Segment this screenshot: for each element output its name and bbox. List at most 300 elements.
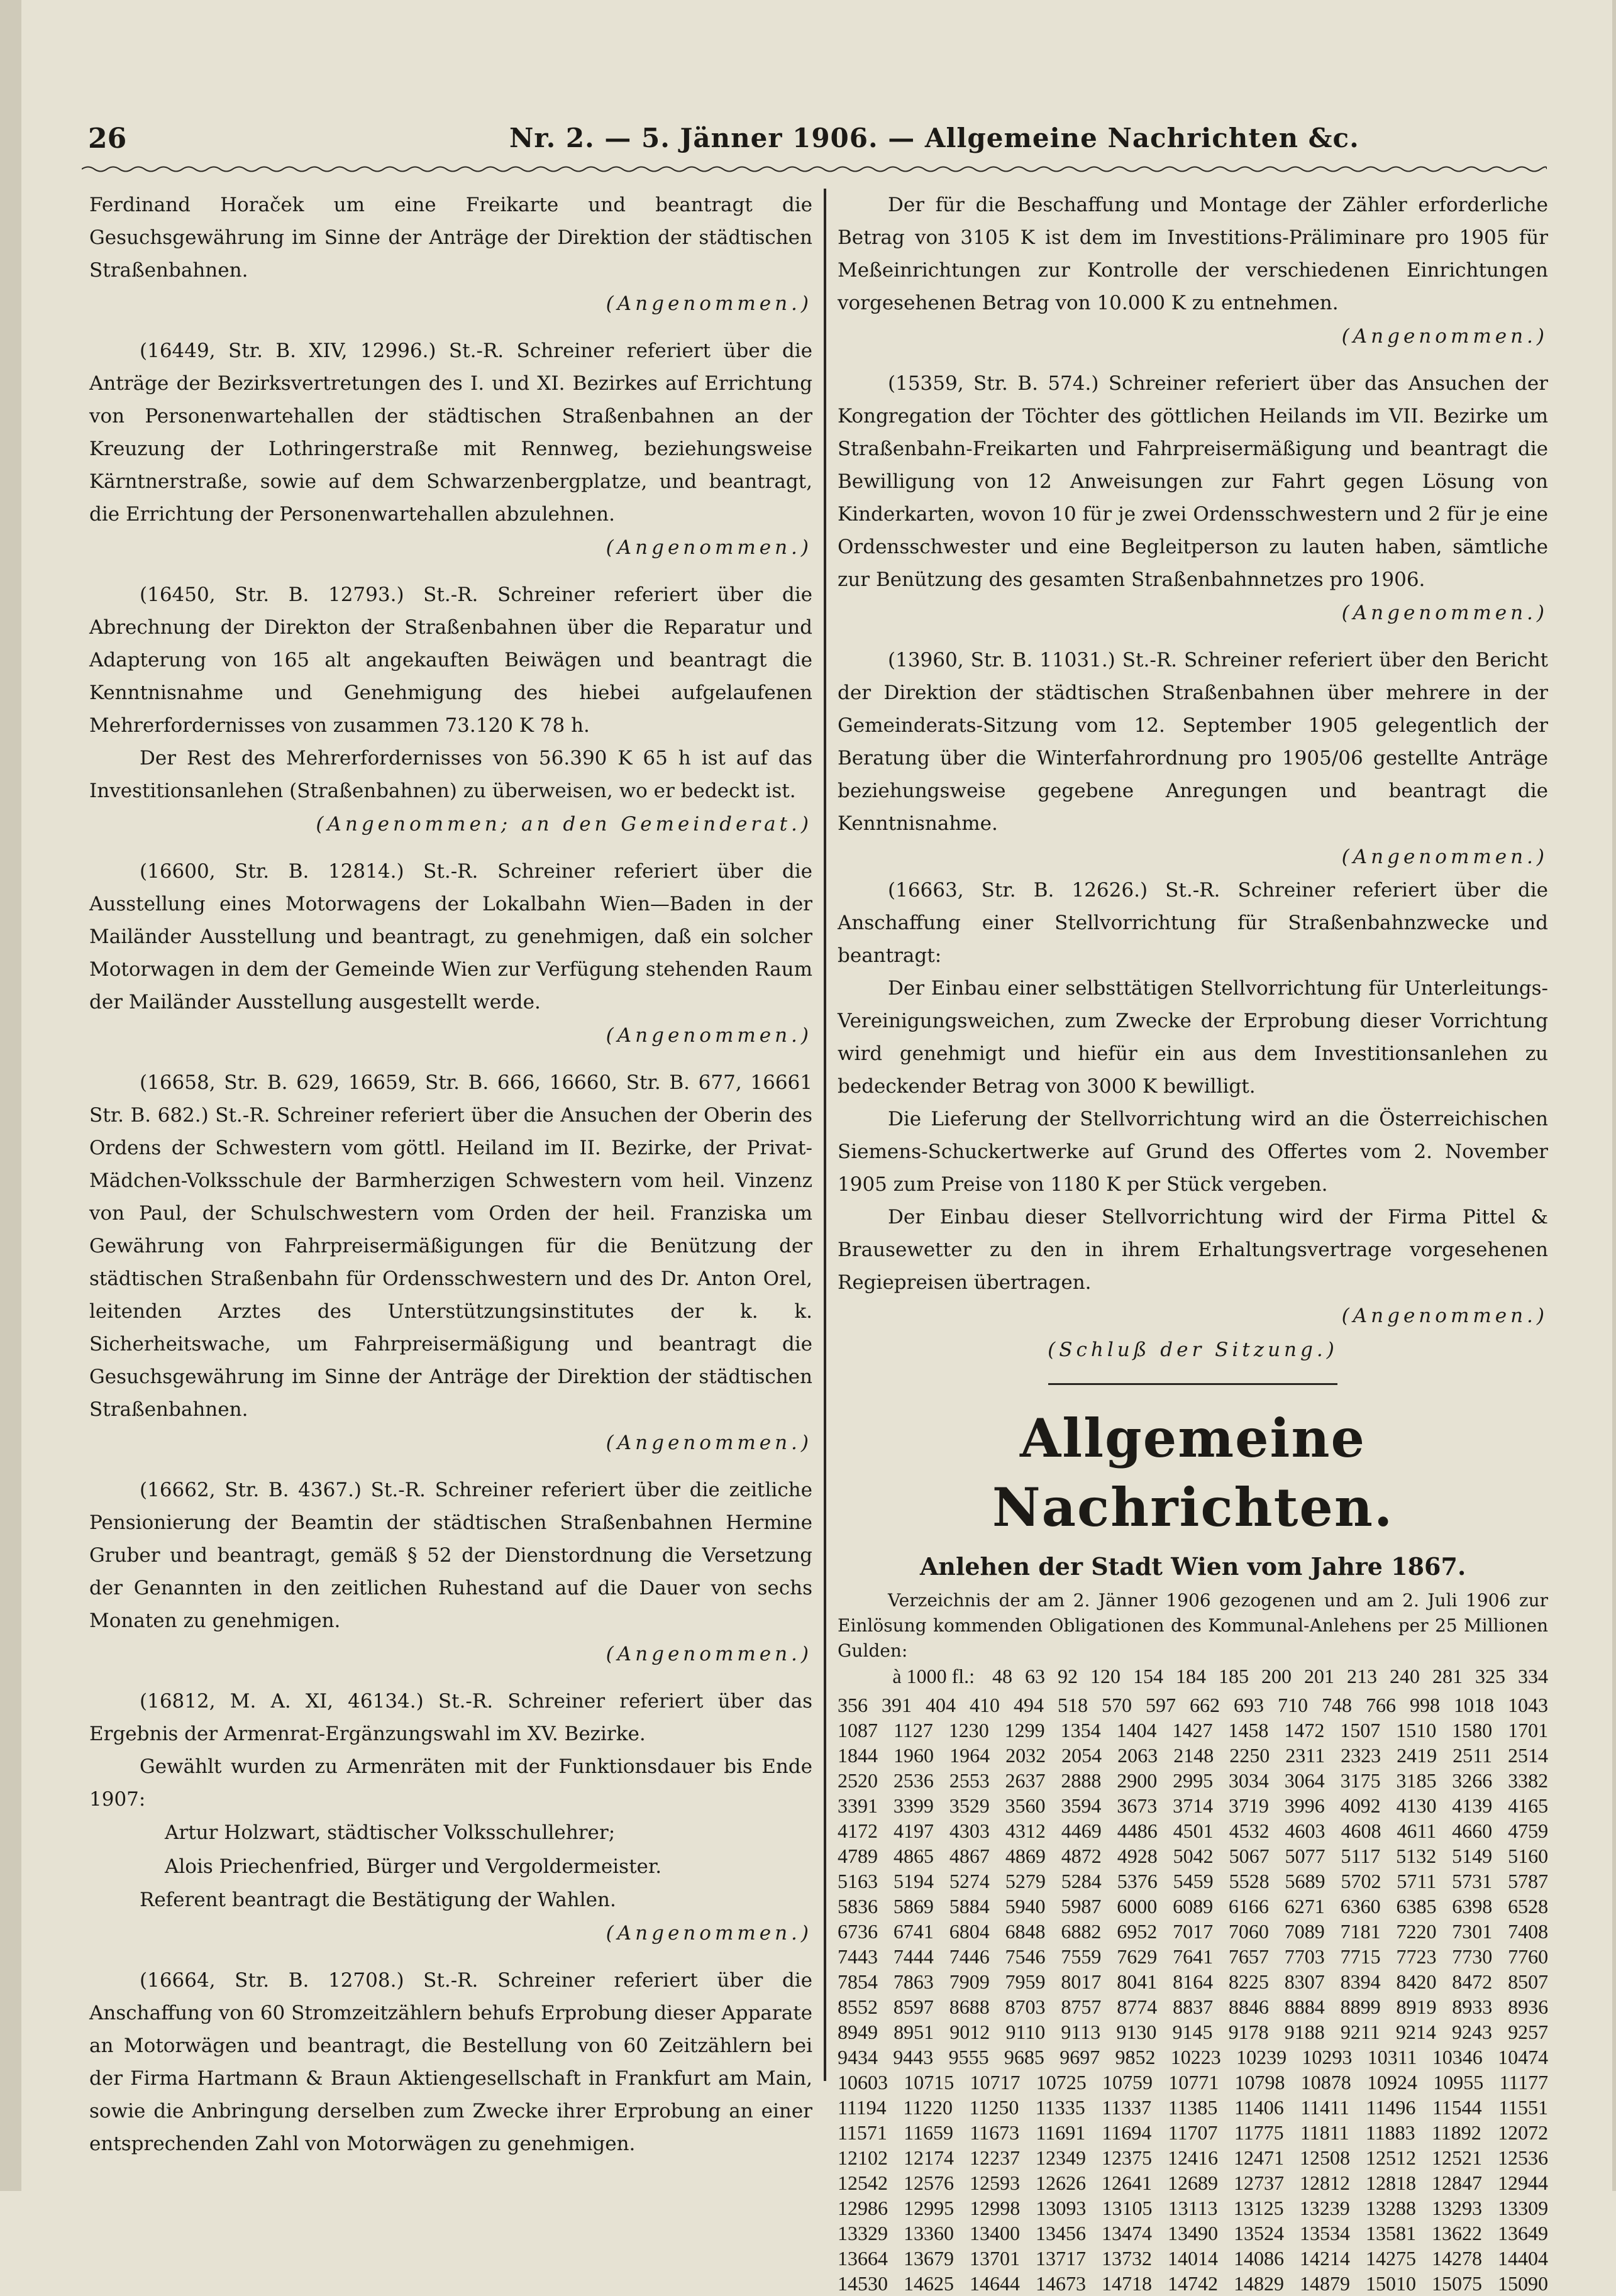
obligation-number: 10771 (1168, 2071, 1219, 2094)
obligation-number: 12521 (1432, 2146, 1482, 2169)
obligation-number: 710 (1278, 1694, 1308, 1716)
result-label: (Angenommen.) (1341, 602, 1548, 624)
obligation-number: 2419 (1397, 1744, 1437, 1767)
obligation-number: 184 (1176, 1665, 1206, 1687)
obligation-row (838, 2095, 1548, 2120)
obligation-number: 13534 (1300, 2222, 1350, 2244)
obligation-number: 597 (1146, 1694, 1176, 1716)
paragraph-16450-rest: Der Rest des Mehrerfordernisses von 56.390 K 65 h ist auf das Investitionsanlehen (Straßenbahnen) zu überweisen, wo er bedeckt ist. (89, 747, 812, 802)
obligation-number: 6882 (1061, 1920, 1102, 1943)
obligation-number: 13679 (904, 2247, 954, 2270)
obligation-number: 7641 (1173, 1945, 1214, 1968)
obligation-number: 2995 (1173, 1769, 1214, 1792)
obligation-number: 998 (1410, 1694, 1440, 1716)
obligation-number: 12689 (1168, 2172, 1218, 2194)
obligation-row (838, 1843, 1548, 1868)
obligation-number: 3399 (893, 1794, 934, 1817)
obligation-number: 240 (1390, 1665, 1420, 1687)
obligation-number: 9145 (1172, 2021, 1213, 2043)
obligation-number: 7760 (1508, 1945, 1549, 1968)
obligation-number: 2063 (1117, 1744, 1158, 1767)
obligation-number: 4469 (1061, 1819, 1102, 1842)
obligation-number: 12944 (1498, 2172, 1548, 2194)
result-label: (Angenommen.) (606, 536, 812, 559)
obligation-number: 9697 (1060, 2046, 1100, 2068)
obligation-number: 5067 (1229, 1845, 1270, 1867)
obligation-number: 5689 (1285, 1870, 1325, 1892)
result-label: (Angenommen.) (606, 1432, 812, 1454)
obligation-number: 2511 (1453, 1744, 1492, 1767)
obligation-number: 13717 (1036, 2247, 1086, 2270)
obligation-number: 15090 (1498, 2272, 1548, 2295)
obligation-number: 1230 (948, 1719, 989, 1741)
obligation-number: 3714 (1173, 1794, 1214, 1817)
obligation-number: 3719 (1228, 1794, 1269, 1817)
obligation-number: 9110 (1005, 2021, 1046, 2043)
obligation-number: 13701 (970, 2247, 1020, 2270)
paragraph-16600: (16600, Str. B. 12814.) St.-R. Schreiner referiert über die Ausstellung eines Motorwagens der Lokalbahn Wien—Baden in der Mailänder Ausstellung und beantragt, zu genehmigen, daß ein solcher Motorwagen in dem der Gemeinde Wien zur Verfügung stehenden Raum der Mailänder Ausstellung ausgestellt werde. (89, 860, 812, 1013)
obligation-number: 5042 (1173, 1845, 1214, 1867)
obligation-number: 6360 (1340, 1895, 1381, 1918)
obligation-number: 11707 (1168, 2121, 1218, 2144)
obligation-number: 5731 (1452, 1870, 1493, 1892)
section-divider (1048, 1383, 1337, 1385)
obligation-number: 6398 (1452, 1895, 1493, 1918)
scan-edge-left (0, 0, 21, 2191)
obligation-number: 391 (882, 1694, 912, 1716)
obligation-number: 1510 (1396, 1719, 1437, 1741)
paragraph-15359: (15359, Str. B. 574.) Schreiner referiert über das Ansuchen der Kongregation der Töchter des göttlichen Heilands im VII. Bezirke um Straßenbahn-Freikarten und Fahrpreisermäßigung und beantragt die Bewilligung von 12 Anweisungen zur Fahrt gegen Lösung von Kinderkarten, wovon 10 für je zwei Ordensschwestern und 2 für je eine Ordensschwester und eine Begleitperson zu lauten haben, sämtliche zur Benützung des gesamten Straßenbahnnetzes pro 1906. (838, 372, 1548, 591)
obligation-number: 63 (1025, 1665, 1045, 1687)
obligation-number: 9243 (1451, 2021, 1492, 2043)
obligation-number: 8507 (1508, 1970, 1549, 1993)
obligation-number: 7629 (1117, 1945, 1158, 1968)
obligation-number: 4872 (1061, 1845, 1102, 1867)
obligation-number: 748 (1322, 1694, 1352, 1716)
obligation-number: 9211 (1340, 2021, 1380, 2043)
obligation-number: 10311 (1367, 2046, 1417, 2068)
paragraph-16663-einbau: Der Einbau einer selbsttätigen Stellvorrichtung für Unterleitungs-Vereinigungsweichen, zum Zwecke der Erprobung dieser Vorrichtung wird genehmigt und hiefür ein aus dem Investitionsanlehen zu bedeckender Betrag von 3000 K bewilligt. (838, 977, 1548, 1098)
obligation-number: 12102 (838, 2146, 888, 2169)
obligation-number: 10223 (1170, 2046, 1221, 2068)
right-column (838, 189, 1548, 2296)
obligation-number: 4092 (1340, 1794, 1381, 1817)
obligation-number: 3560 (1005, 1794, 1046, 1817)
obligation-number: 8899 (1340, 1995, 1381, 2018)
obligation-number: 5274 (949, 1870, 990, 1892)
obligation-number: 9685 (1004, 2046, 1044, 2068)
obligation-number: 5702 (1341, 1870, 1381, 1892)
obligation-number: 4532 (1229, 1819, 1270, 1842)
obligation-number: 7730 (1452, 1945, 1493, 1968)
obligation-number: 10878 (1300, 2071, 1351, 2094)
obligation-number: 10955 (1433, 2071, 1484, 2094)
obligation-number: 693 (1234, 1694, 1264, 1716)
obligation-number: 8307 (1284, 1970, 1325, 1993)
obligation-number: 12174 (904, 2146, 954, 2169)
obligation-number: 8757 (1061, 1995, 1102, 2018)
obligation-number: 14742 (1168, 2272, 1218, 2295)
obligation-number: 7060 (1228, 1920, 1269, 1943)
obligation-number: 6000 (1117, 1895, 1158, 1918)
obligation-number: 7854 (838, 1970, 878, 1993)
obligation-number: 92 (1058, 1665, 1078, 1687)
obligation-number: 8225 (1228, 1970, 1269, 1993)
obligation-number: 5160 (1508, 1845, 1549, 1867)
obligation-number: 11496 (1366, 2096, 1416, 2119)
section-title: Allgemeine Nachrichten. (992, 1407, 1394, 1538)
obligation-number: 9852 (1115, 2046, 1156, 2068)
obligation-number: 4603 (1285, 1819, 1325, 1842)
column-divider (824, 189, 826, 2081)
obligation-number: 10603 (838, 2071, 888, 2094)
obligation-number: 3064 (1284, 1769, 1325, 1792)
obligation-number: 8041 (1117, 1970, 1158, 1993)
paragraph-16812: (16812, M. A. XI, 46134.) St.-R. Schreiner referiert über das Ergebnis der Armenrat-Ergänzungswahl im XV. Bezirke. (89, 1690, 812, 1745)
obligation-number: 5284 (1061, 1870, 1102, 1892)
obligation-number: 4867 (949, 1845, 990, 1867)
obligation-number: 7546 (1005, 1945, 1046, 1968)
obligation-number: 1580 (1452, 1719, 1493, 1741)
obligation-row (838, 2120, 1548, 2145)
obligation-row (838, 2019, 1548, 2045)
paragraph-horacek: Ferdinand Horaček um eine Freikarte und beantragt die Gesuchsgewährung im Sinne der Anträge der Direktion der städtischen Straßenbahnen. (89, 194, 812, 282)
obligation-number: 13360 (904, 2222, 954, 2244)
result-label: (Angenommen.) (606, 1024, 812, 1047)
obligation-number: 1299 (1004, 1719, 1045, 1741)
obligation-number: 3529 (949, 1794, 990, 1817)
obligation-number: 5940 (1005, 1895, 1046, 1918)
obligation-number: 1354 (1060, 1719, 1101, 1741)
obligation-number: 4928 (1117, 1845, 1158, 1867)
obligation-number: 8837 (1173, 1995, 1214, 2018)
obligation-number: 4660 (1452, 1819, 1493, 1842)
obligation-number: 410 (970, 1694, 1000, 1716)
obligation-number: 6089 (1173, 1895, 1214, 1918)
obligation-number: 5077 (1285, 1845, 1325, 1867)
obligation-number: 7446 (949, 1945, 990, 1968)
obligation-number: 356 (838, 1694, 868, 1716)
obligation-number: 13105 (1102, 2197, 1153, 2219)
obligation-number: 12512 (1366, 2146, 1416, 2169)
obligation-number: 5279 (1005, 1870, 1046, 1892)
obligation-number: 12593 (970, 2172, 1020, 2194)
obligation-number: 5711 (1397, 1870, 1437, 1892)
obligation-number: 5869 (893, 1895, 934, 1918)
left-column (89, 189, 812, 2160)
obligation-number: 2250 (1229, 1744, 1270, 1767)
obligation-number: 1127 (893, 1719, 933, 1741)
page-header (82, 116, 1547, 160)
obligation-number: 14625 (904, 2272, 954, 2295)
paragraph-16450: (16450, Str. B. 12793.) St.-R. Schreiner referiert über die Abrechnung der Direkton der Straßenbahnen über die Reparatur und Adapterung von 165 alt angekauften Beiwägen und beantragt die Kenntnisnahme und Genehmigung des hiebei aufgelaufenen Mehrerfordernisses von zusammen 73.120 K 78 h. (89, 583, 812, 737)
obligation-number: 325 (1475, 1665, 1505, 1687)
obligation-number: 1404 (1116, 1719, 1157, 1741)
obligation-row (838, 2246, 1548, 2271)
obligation-row (838, 2070, 1548, 2095)
obligation-number: 8703 (1005, 1995, 1046, 2018)
obligation-number: 12998 (970, 2197, 1021, 2219)
obligation-number: 10293 (1302, 2046, 1353, 2068)
obligation-number: 7703 (1284, 1945, 1325, 1968)
obligation-number: 4172 (838, 1819, 878, 1842)
obligation-row (838, 1743, 1548, 1768)
obligation-number: 662 (1190, 1694, 1220, 1716)
obligation-number: 2032 (1005, 1744, 1046, 1767)
obligation-number: 185 (1219, 1665, 1249, 1687)
obligation-number: 570 (1102, 1694, 1132, 1716)
obligation-number: 7301 (1452, 1920, 1493, 1943)
obligation-number: 1507 (1340, 1719, 1381, 1741)
obligation-number: 4759 (1508, 1819, 1549, 1842)
obligation-row (838, 1793, 1548, 1818)
obligation-number: 15010 (1366, 2272, 1416, 2295)
result-label: (Angenommen; an den Gemeinderat.) (316, 813, 812, 836)
obligation-number: 6166 (1228, 1895, 1269, 1918)
obligation-number: 14718 (1102, 2272, 1152, 2295)
obligation-number: 9130 (1116, 2021, 1157, 2043)
obligation-row (838, 2045, 1548, 2070)
obligation-number: 8688 (949, 1995, 990, 2018)
obligation-number: 11194 (838, 2096, 887, 2119)
obligation-number: 3673 (1117, 1794, 1158, 1817)
obligation-number: 6741 (893, 1920, 934, 1943)
denomination-label: à 1000 fl.: (892, 1665, 975, 1687)
obligation-number: 4312 (1005, 1819, 1046, 1842)
obligation-number: 11177 (1499, 2071, 1549, 2094)
obligation-number: 9188 (1284, 2021, 1325, 2043)
obligation-number: 12818 (1366, 2172, 1416, 2194)
obligation-number: 13524 (1234, 2222, 1284, 2244)
obligation-number: 5194 (893, 1870, 934, 1892)
obligation-number: 5884 (949, 1895, 990, 1918)
obligation-number: 11250 (969, 2096, 1019, 2119)
obligation-number: 14275 (1366, 2247, 1416, 2270)
obligation-number: 12072 (1498, 2121, 1549, 2144)
obligation-number: 12508 (1300, 2146, 1350, 2169)
obligation-number: 10715 (904, 2071, 955, 2094)
obligation-number: 13456 (1036, 2222, 1086, 2244)
session-end: (Schluß der Sitzung.) (1048, 1338, 1338, 1361)
obligation-number: 15075 (1432, 2272, 1482, 2295)
obligation-number: 1960 (894, 1744, 934, 1767)
obligation-number: 8774 (1117, 1995, 1158, 2018)
obligation-row (838, 1994, 1548, 2019)
obligation-number: 201 (1304, 1665, 1334, 1687)
obligation-number: 9443 (893, 2046, 934, 2068)
obligation-row (838, 2195, 1548, 2221)
obligation-number: 8552 (838, 1995, 878, 2018)
obligation-number: 2520 (838, 1769, 878, 1792)
obligation-number: 10239 (1236, 2046, 1287, 2068)
obligation-number: 4139 (1452, 1794, 1493, 1817)
obligation-number: 11659 (904, 2121, 953, 2144)
obligation-number: 6385 (1396, 1895, 1437, 1918)
obligation-number: 766 (1366, 1694, 1396, 1716)
obligation-number: 1964 (949, 1744, 990, 1767)
obligation-number: 13732 (1102, 2247, 1152, 2270)
obligation-number: 12812 (1300, 2172, 1350, 2194)
obligation-number: 12416 (1168, 2146, 1218, 2169)
obligation-number: 9434 (838, 2046, 878, 2068)
obligation-number: 8017 (1061, 1970, 1102, 1993)
obligation-number: 11544 (1432, 2096, 1482, 2119)
obligation-row (838, 1969, 1548, 1994)
obligation-number: 5117 (1341, 1845, 1381, 1867)
obligation-row (838, 2170, 1548, 2195)
obligation-number: 13239 (1299, 2197, 1350, 2219)
obligation-number: 14086 (1234, 2247, 1284, 2270)
paragraph-16663-lieferung: Die Lieferung der Stellvorrichtung wird an die Österreichischen Siemens-Schuckertwerke auf Grund des Offertes vom 2. November 1905 zum Preise von 1180 K per Stück vergeben. (838, 1108, 1548, 1196)
obligation-number: 9257 (1508, 2021, 1549, 2043)
elected-name: Artur Holzwart, städtischer Volksschullehrer; (165, 1821, 616, 1844)
header-rule (82, 165, 1547, 174)
obligation-row (838, 1894, 1548, 1919)
obligation-number: 281 (1432, 1665, 1463, 1687)
obligation-number: 7017 (1173, 1920, 1214, 1943)
obligation-number: 12536 (1498, 2146, 1548, 2169)
obligation-number: 1701 (1508, 1719, 1549, 1741)
obligation-number: 6271 (1284, 1895, 1325, 1918)
obligation-number: 4501 (1173, 1819, 1214, 1842)
obligation-number: 3594 (1061, 1794, 1102, 1817)
obligation-number: 13490 (1168, 2222, 1218, 2244)
obligation-number: 3382 (1508, 1769, 1549, 1792)
obligation-number: 2900 (1117, 1769, 1158, 1792)
obligation-number: 12375 (1102, 2146, 1152, 2169)
obligation-number: 7089 (1284, 1920, 1325, 1943)
obligation-number: 5376 (1117, 1870, 1158, 1892)
obligation-number: 2637 (1005, 1769, 1046, 1792)
obligation-number: 2311 (1285, 1744, 1325, 1767)
obligation-number: 12847 (1432, 2172, 1482, 2194)
obligation-number: 12641 (1102, 2172, 1152, 2194)
paragraph-16812-referent: Referent beantragt die Bestätigung der Wahlen. (140, 1889, 616, 1911)
obligation-number: 7181 (1340, 1920, 1381, 1943)
obligation-number: 4608 (1341, 1819, 1381, 1842)
obligation-number: 5132 (1396, 1845, 1437, 1867)
obligation-row (838, 1718, 1548, 1743)
obligation-number: 7715 (1340, 1945, 1381, 1968)
obligation-number: 13581 (1366, 2222, 1416, 2244)
obligation-number: 494 (1014, 1694, 1044, 1716)
obligation-number: 8846 (1228, 1995, 1269, 2018)
obligation-number: 10725 (1036, 2071, 1087, 2094)
obligation-number: 8164 (1173, 1970, 1214, 1993)
obligation-number: 1844 (838, 1744, 878, 1767)
obligation-number: 12737 (1234, 2172, 1284, 2194)
obligation-number: 10924 (1367, 2071, 1417, 2094)
paragraph-16658: (16658, Str. B. 629, 16659, Str. B. 666, 16660, Str. B. 677, 16661 Str. B. 682.) St.-R. Schreiner referiert über die Ansuchen der Oberin des Ordens der Schwestern vom göttl. Heiland im II. Bezirke, der Privat-Mädchen-Volksschule der Barmherzigen Schwestern vom heil. Vinzenz von Paul, der Schulschwestern vom Orden der heil. Franziska um Gewährung von Fahrpreisermäßigungen für die Benützung der städtischen Straßenbahn für Ordensschwestern und des Dr. Anton Orel, leitenden Arztes des Unterstützungsinstitutes der k. k. Sicherheitswache, um Fahrpreisermäßigung und beantragt die Gesuchsgewährung im Sinne der Anträge der Direktion der städtischen Straßenbahnen. (89, 1071, 812, 1421)
result-label: (Angenommen.) (606, 292, 812, 315)
obligation-first-row (838, 1664, 1548, 1689)
obligation-number: 8597 (893, 1995, 934, 2018)
obligation-number: 3996 (1284, 1794, 1325, 1817)
obligation-number: 7559 (1061, 1945, 1102, 1968)
obligation-number: 1043 (1508, 1694, 1548, 1716)
obligation-number: 6952 (1117, 1920, 1158, 1943)
obligation-number: 11335 (1035, 2096, 1085, 2119)
obligation-number: 2323 (1341, 1744, 1381, 1767)
obligation-number: 13288 (1365, 2197, 1416, 2219)
obligation-number: 7220 (1396, 1920, 1437, 1943)
obligation-number: 12995 (904, 2197, 955, 2219)
paragraph-16664: (16664, Str. B. 12708.) St.-R. Schreiner referiert über die Anschaffung von 60 Stromzeitzählern behufs Erprobung dieser Apparate an Motorwägen und beantragt, die Bestellung von 60 Zeitzählern bei der Firma Hartmann & Braun Aktiengesellschaft in Frankfurt am Main, sowie die Anbringung derselben zum Zwecke ihrer Erprobung an einer entsprechenden Zahl von Motorwägen zu genehmigen. (89, 1969, 812, 2155)
obligation-number: 13649 (1498, 2222, 1548, 2244)
result-label: (Angenommen.) (606, 1922, 812, 1945)
obligation-number: 5836 (838, 1895, 878, 1918)
obligation-number: 8936 (1508, 1995, 1549, 2018)
obligation-number: 12542 (838, 2172, 888, 2194)
obligation-number: 9214 (1395, 2021, 1436, 2043)
obligation-number: 14879 (1300, 2272, 1350, 2295)
obligation-number: 11811 (1300, 2121, 1349, 2144)
number-run (980, 1665, 1548, 1687)
obligation-number: 12626 (1036, 2172, 1086, 2194)
obligation-number: 1472 (1284, 1719, 1325, 1741)
obligation-number: 13125 (1233, 2197, 1284, 2219)
obligation-number: 6528 (1508, 1895, 1549, 1918)
obligation-number: 5528 (1229, 1870, 1270, 1892)
obligation-number-table (838, 1692, 1548, 2296)
scan-edge-right (1612, 0, 1616, 2191)
obligation-number: 14404 (1498, 2247, 1548, 2270)
obligation-number: 4789 (838, 1845, 878, 1867)
obligation-number: 8884 (1284, 1995, 1325, 2018)
obligation-number: 2888 (1061, 1769, 1102, 1792)
paragraph-16662: (16662, Str. B. 4367.) St.-R. Schreiner referiert über die zeitliche Pensionierung der Beamtin der städtischen Straßenbahnen Hermine Gruber und beantragt, gemäß § 52 der Dienstordnung die Versetzung der Genannten in den zeitlichen Ruhestand auf die Dauer von sechs Monaten zu genehmigen. (89, 1479, 812, 1632)
page-number: 26 (88, 123, 127, 155)
obligation-number: 3266 (1452, 1769, 1493, 1792)
obligation-number: 8394 (1340, 1970, 1381, 1993)
paragraph-16812-elected: Gewählt wurden zu Armenräten mit der Funktionsdauer bis Ende 1907: (89, 1755, 812, 1811)
obligation-number: 4869 (1005, 1845, 1046, 1867)
obligation-row (838, 2145, 1548, 2170)
obligation-number: 8951 (894, 2021, 934, 2043)
obligation-number: 13400 (970, 2222, 1020, 2244)
running-title: Nr. 2. — 5. Jänner 1906. — Allgemeine Nachrichten &c. (509, 123, 1359, 153)
obligation-number: 9012 (949, 2021, 990, 2043)
obligation-number: 13093 (1036, 2197, 1087, 2219)
obligation-number: 7444 (893, 1945, 934, 1968)
obligation-number: 9113 (1061, 2021, 1101, 2043)
obligation-number: 10717 (970, 2071, 1021, 2094)
obligation-number: 3175 (1340, 1769, 1381, 1792)
obligation-number: 10474 (1498, 2046, 1549, 2068)
obligation-number: 12349 (1036, 2146, 1086, 2169)
obligation-number: 4165 (1508, 1794, 1549, 1817)
obligation-number: 120 (1090, 1665, 1121, 1687)
obligation-number: 12471 (1234, 2146, 1284, 2169)
elected-name: Alois Priechenfried, Bürger und Vergoldermeister. (165, 1855, 662, 1878)
obligation-number: 7959 (1005, 1970, 1046, 1993)
obligation-number: 2148 (1173, 1744, 1214, 1767)
obligation-number: 9178 (1228, 2021, 1269, 2043)
obligation-number: 3034 (1228, 1769, 1269, 1792)
obligation-number: 11411 (1300, 2096, 1349, 2119)
obligation-row (838, 1919, 1548, 1944)
obligation-number: 2054 (1061, 1744, 1102, 1767)
obligation-number: 13113 (1168, 2197, 1218, 2219)
obligation-number: 7408 (1508, 1920, 1549, 1943)
obligation-number: 11220 (903, 2096, 953, 2119)
obligation-number: 14644 (970, 2272, 1020, 2295)
paragraph-16663: (16663, Str. B. 12626.) St.-R. Schreiner referiert über die Anschaffung einer Stellvorrichtung für Straßenbahnzwecke und beantragt: (838, 879, 1548, 967)
obligation-number: 404 (926, 1694, 956, 1716)
obligation-number: 4130 (1396, 1794, 1437, 1817)
obligation-number: 13474 (1102, 2222, 1152, 2244)
obligation-number: 13622 (1432, 2222, 1482, 2244)
